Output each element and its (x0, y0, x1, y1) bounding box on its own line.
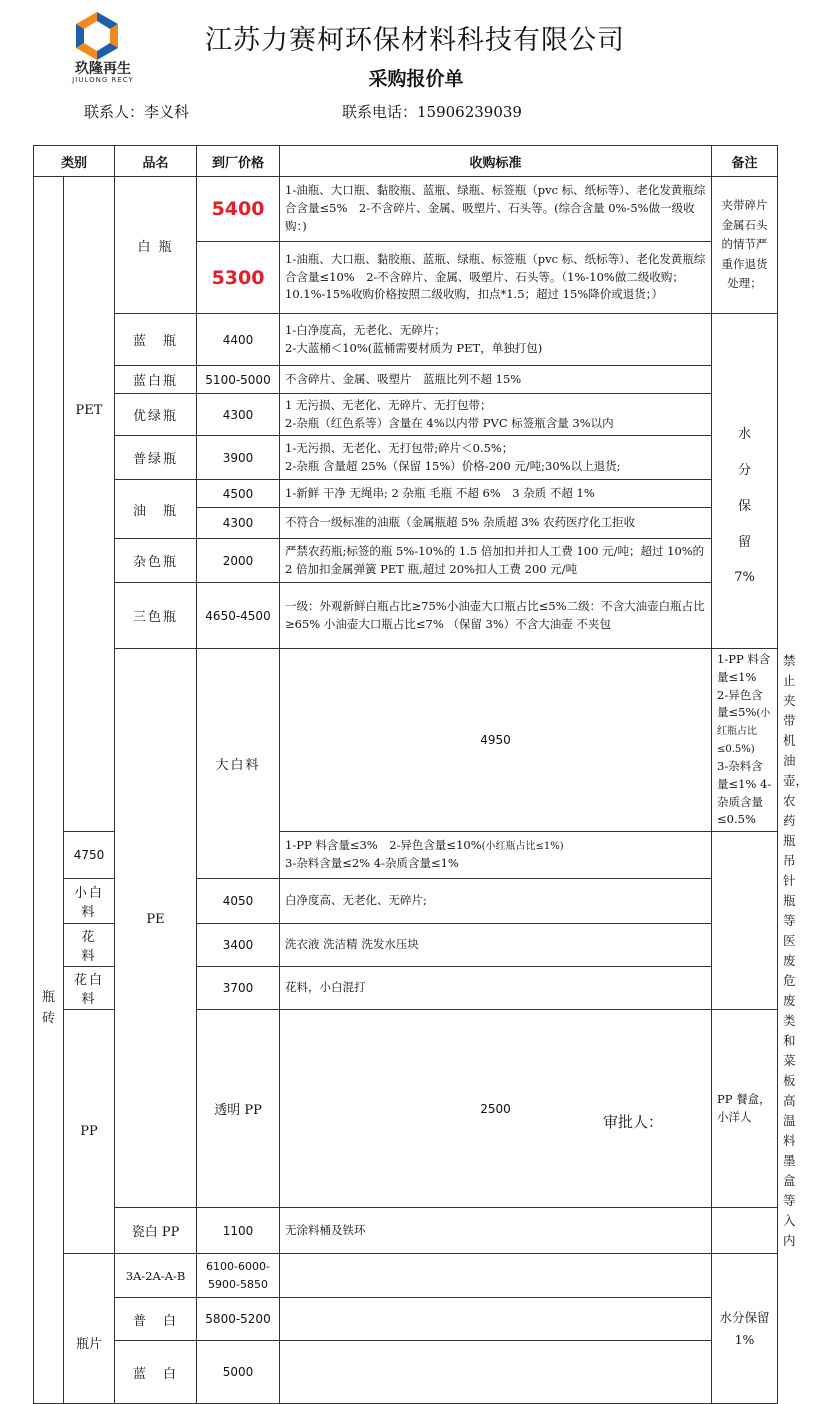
price: 1100 (197, 1208, 280, 1254)
product-name: 优绿瓶 (115, 394, 197, 436)
product-name: 花白料 (64, 967, 115, 1010)
purchase-standard (280, 1341, 712, 1404)
product-name: 蓝 白 (115, 1341, 197, 1404)
product-name: 小白料 (64, 879, 115, 924)
price: 4300 (197, 508, 280, 539)
company-name: 江苏力赛柯环保材料科技有限公司 (205, 25, 625, 56)
product-name: 普 白 (115, 1298, 197, 1341)
purchase-standard: 白净度高、无老化、无碎片; (280, 879, 712, 924)
table-row (34, 1254, 778, 1298)
table-header-row (34, 146, 778, 177)
category-flakes: 瓶片 (64, 1254, 115, 1404)
price-highlight: 5300 (197, 242, 280, 314)
table-row (34, 436, 778, 480)
table-row: PE 大白料 4950 1-PP 料含量≤1% 2-异色含量≤5%(小红瓶占比≤0.5%) 3-杂料含量≤1% 4-杂质含量≤0.5% 禁止夹带机油壶，农药瓶吊针瓶等医废危废类和菜板高温料墨盒等入内 (34, 649, 778, 832)
product-name: 瓷白 PP (115, 1208, 197, 1254)
price: 6100-6000-5900-5850 (197, 1254, 280, 1298)
price: 4050 (197, 879, 280, 924)
purchase-standard: 严禁农药瓶;标签的瓶 5%-10%的 1.5 倍加扣并扣人工费 100 元/吨；超过 10%的 2 倍加扣金属弹簧 PET 瓶,超过 20%扣人工费 200 元/吨 (280, 539, 712, 583)
product-name: 杂色瓶 (115, 539, 197, 583)
price: 4400 (197, 314, 280, 366)
purchase-standard: 1-PP 料含量≤3% 2-异色含量≤10%(小红瓶占比≤1%) 3-杂料含量≤2% 4-杂质含量≤1% (280, 832, 712, 879)
product-name: 3A-2A-A-B (115, 1254, 197, 1298)
purchase-standard (280, 1254, 712, 1298)
product-name: 大白料 (197, 649, 280, 879)
contact-person: 联系人：李义科 (84, 103, 190, 121)
price: 5800-5200 (197, 1298, 280, 1341)
main-category: 瓶砖 (34, 177, 64, 1404)
purchase-standard: 1-新鲜 干净 无绳串; 2 杂瓶 毛瓶 不超 6% 3 杂质 不超 1% (280, 480, 712, 508)
contact-phone: 联系电话：15906239039 (342, 103, 522, 121)
header-category: 类别 (34, 146, 115, 177)
price: 5100-5000 (197, 366, 280, 394)
purchase-standard: 不符合一级标准的油瓶（金属瓶超 5% 杂质超 3% 农药医疗化工拒收 (280, 508, 712, 539)
header-product: 品名 (115, 146, 197, 177)
price: 3900 (197, 436, 280, 480)
purchase-standard: 1-白净度高，无老化、无碎片； 2-大蓝桶＜10%(蓝桶需要材质为 PET，单独打包) (280, 314, 712, 366)
table-row (34, 583, 778, 649)
price: 4300 (197, 394, 280, 436)
table-row (34, 177, 778, 242)
table-row (34, 366, 778, 394)
note-baiping: 夹带碎片金属石头的情节严重作退货处理； (712, 177, 778, 314)
product-name: 油 瓶 (115, 480, 197, 539)
purchase-standard: 不含碎片、金属、吸塑片 蓝瓶比列不超 15% (280, 366, 712, 394)
logo-subtext: JIULONG RECY (72, 76, 134, 84)
purchase-standard: 洗衣液 洗洁精 洗发水压块 (280, 924, 712, 967)
header-note: 备注 (712, 146, 778, 177)
price: 3700 (197, 967, 280, 1010)
price-highlight: 5400 (197, 177, 280, 242)
purchase-standard: 一级：外观新鲜白瓶占比≥75%小油壶大口瓶占比≤5%二级：不含大油壶白瓶占比≥65% 小油壶大口瓶占比≤7% （保留 3%）不含大油壶 不夹包 (280, 583, 712, 649)
price: 4950 (280, 649, 712, 832)
purchase-standard: 1 无污损、无老化、无碎片、无打包带； 2-杂瓶（红色系等）含量在 4%以内带 PVC 标签瓶含量 3%以内 (280, 394, 712, 436)
category-pp: PP (64, 1010, 115, 1254)
product-name: 普绿瓶 (115, 436, 197, 480)
price: 5000 (197, 1341, 280, 1404)
price: 4750 (64, 832, 115, 879)
purchase-standard: 1-油瓶、大口瓶、黏胶瓶、蓝瓶、绿瓶、标签瓶（pvc 标、纸标等）、老化发黄瓶综合含量≤10% 2-不含碎片、金属、吸塑片、石头等。（1%-10%做二级收购；10.1%-15%收购价格按照二级收购，扣点*1.5；超过 15%降价或退货；） (280, 242, 712, 314)
purchase-standard: 花料，小白混打 (280, 967, 712, 1010)
price: 4500 (197, 480, 280, 508)
price: 2000 (197, 539, 280, 583)
table-row (34, 1341, 778, 1404)
table-row (34, 1298, 778, 1341)
product-name: 白 瓶 (115, 177, 197, 314)
product-name: 蓝白瓶 (115, 366, 197, 394)
note-pet-moisture: 水 分 保 留 7% (712, 366, 778, 649)
product-name: 透明 PP (197, 1010, 280, 1208)
header-price: 到厂价格 (197, 146, 280, 177)
product-name: 三色瓶 (115, 583, 197, 649)
table-row (34, 314, 778, 366)
page-title: 采购报价单 (368, 68, 464, 90)
purchase-standard: 1-油瓶、大口瓶、黏胶瓶、蓝瓶、绿瓶、标签瓶（pvc 标、纸标等）、老化发黄瓶综合含量≤5% 2-不含碎片、金属、吸塑片、石头等。(综合含量 0%-5%做一级收购：) (280, 177, 712, 242)
table-row (34, 1208, 778, 1254)
logo-text: 玖隆再生 (75, 61, 131, 77)
purchase-standard: 1-无污损、无老化、无打包带;碎片＜0.5%； 2-杂瓶 含量超 25%（保留 15%）价格-200 元/吨;30%以上退货; (280, 436, 712, 480)
price: 3400 (197, 924, 280, 967)
header-standard: 收购标准 (280, 146, 712, 177)
purchase-standard: 1-PP 料含量≤1% 2-异色含量≤5%(小红瓶占比≤0.5%) 3-杂料含量≤1% 4-杂质含量≤0.5% (712, 649, 778, 832)
purchase-standard (280, 1298, 712, 1341)
category-pe: PE (115, 649, 197, 1208)
purchase-standard: 无涂料桶及铁环 (280, 1208, 712, 1254)
price: 2500 (280, 1010, 712, 1208)
category-pet: PET (64, 177, 115, 832)
table-row (34, 480, 778, 508)
approver-label: 审批人： (603, 1113, 664, 1131)
product-name: 蓝 瓶 (115, 314, 197, 366)
table-row (34, 539, 778, 583)
note-flakes: 水分保留 1% (712, 1254, 778, 1404)
table-row (34, 394, 778, 436)
quotation-table (33, 145, 809, 1404)
product-name: 花 料 (64, 924, 115, 967)
price: 4650-4500 (197, 583, 280, 649)
purchase-standard: PP 餐盒，小洋人 (712, 1010, 778, 1208)
